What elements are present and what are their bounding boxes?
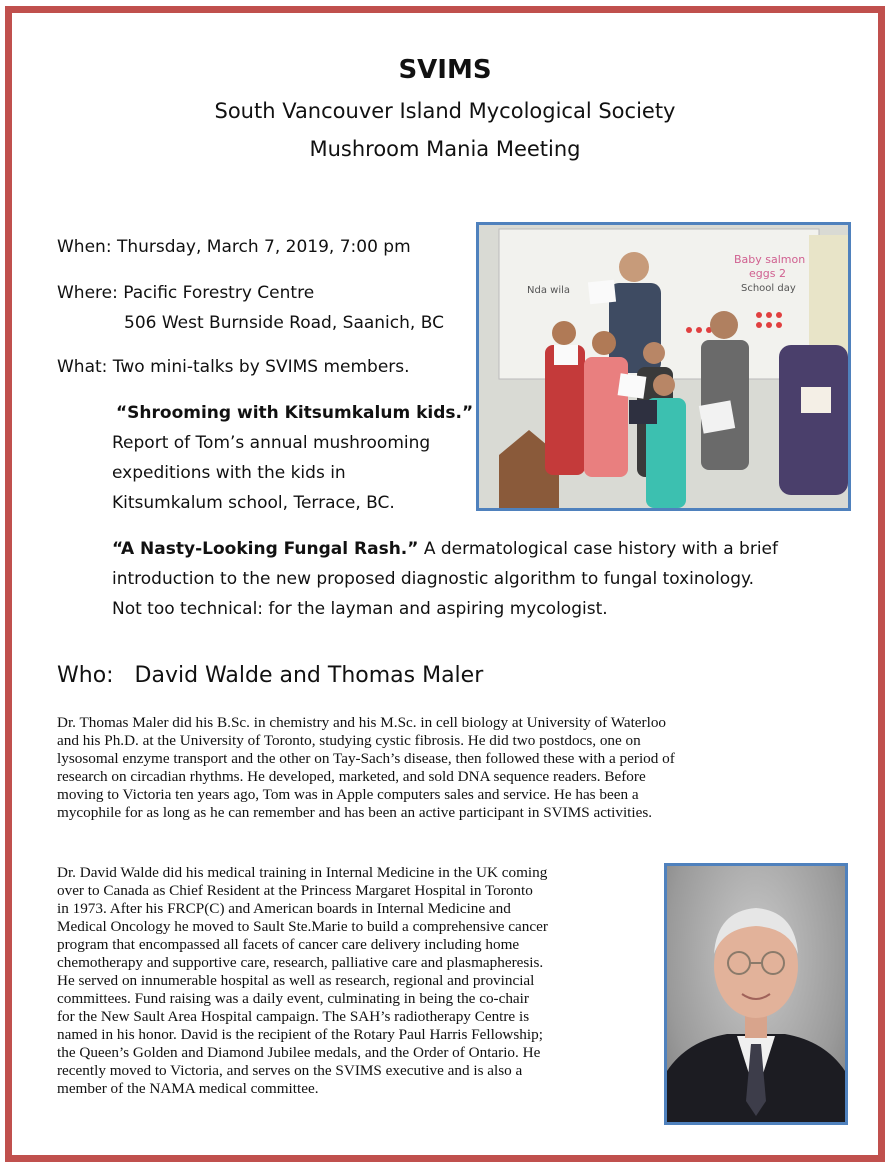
portrait-figure	[667, 866, 845, 1122]
walde-bio-line: Dr. David Walde did his medical training in Internal Medicine in the UK coming	[57, 864, 548, 881]
where-line: Where: Pacific Forestry Centre	[57, 283, 315, 303]
maler-bio-line: research on circadian rhythms. He developed, marketed, and sold DNA sequence readers. Before	[57, 768, 646, 785]
walde-bio-line: recently moved to Victoria, and serves on the SVIMS executive and is also a	[57, 1062, 523, 1079]
when-line: When: Thursday, March 7, 2019, 7:00 pm	[57, 237, 411, 257]
maler-bio-line: and his Ph.D. at the University of Toronto, studying cystic fibrosis. He did two postdocs, one on	[57, 732, 641, 749]
walde-bio-line: He served on innumerable hospital as well as research, regional and provincial	[57, 972, 535, 989]
walde-bio-line: over to Canada as Chief Resident at the Princess Margaret Hospital in Toronto	[57, 882, 533, 899]
talk2-line1	[112, 539, 778, 559]
walde-bio-line: program that encompassed all facets of cancer care delivery including home	[57, 936, 520, 953]
classroom-scene	[479, 225, 848, 508]
meeting-title: Mushroom Mania Meeting	[309, 137, 581, 161]
walde-bio-line: member of the NAMA medical committee.	[57, 1080, 319, 1097]
speakers-heading: Who: David Walde and Thomas Maler	[57, 663, 484, 688]
board-text-2: eggs 2	[749, 267, 786, 280]
what-line: What: Two mini-talks by SVIMS members.	[57, 357, 410, 377]
address-line: 506 West Burnside Road, Saanich, BC	[124, 313, 444, 333]
talk1-line3: Kitsumkalum school, Terrace, BC.	[112, 493, 395, 513]
maler-bio-line: lysosomal enzyme transport and the other on Tay-Sach’s disease, then followed these with a period of	[57, 750, 675, 767]
walde-bio-line: for the New Sault Area Hospital campaign. The SAH’s radiotherapy Centre is	[57, 1008, 530, 1025]
talk1-line2: expeditions with the kids in	[112, 463, 346, 483]
walde-bio-line: in 1973. After his FRCP(C) and American boards in Internal Medicine and	[57, 900, 511, 917]
talk2-line2: introduction to the new proposed diagnostic algorithm to fungal toxinology.	[112, 569, 755, 589]
talk1-title: “Shrooming with Kitsumkalum kids.”	[116, 403, 474, 423]
walde-bio	[57, 864, 657, 1098]
org-acronym: SVIMS	[398, 55, 492, 85]
talk2-line3: Not too technical: for the layman and aspiring mycologist.	[112, 599, 608, 619]
page-border	[5, 6, 885, 1162]
talk1-line1: Report of Tom’s annual mushrooming	[112, 433, 431, 453]
board-text-3: School day	[741, 283, 796, 294]
talk2-title: “A Nasty-Looking Fungal Rash.”	[112, 539, 419, 559]
org-full-name: South Vancouver Island Mycological Society	[214, 99, 676, 123]
talk2-line1-rest: A dermatological case history with a brief	[418, 539, 778, 559]
walde-bio-line: chemotherapy and supportive care, research, palliative care and plasmapheresis.	[57, 954, 544, 971]
board-text-1: Baby salmon	[734, 253, 806, 266]
walde-bio-line: named in his honor. David is the recipient of the Rotary Paul Harris Fellowship;	[57, 1026, 543, 1043]
maler-bio-line: mycophile for as long as he can remember and has been an active participant in SVIMS activities.	[57, 804, 653, 821]
maler-bio	[57, 714, 837, 822]
walde-portrait	[664, 863, 848, 1125]
maler-bio-line: moving to Victoria ten years ago, Tom was in Apple computers sales and service. He has been a	[57, 786, 639, 803]
board-text-4: Nda wila	[527, 285, 570, 296]
walde-bio-line: committees. Fund raising was a daily event, culminating in being the co-chair	[57, 990, 529, 1007]
kids-class-photo	[476, 222, 851, 511]
walde-bio-line: the Queen’s Golden and Diamond Jubilee medals, and the Order of Ontario. He	[57, 1044, 541, 1061]
walde-bio-line: Medical Oncology he moved to Sault Ste.Marie to build a comprehensive cancer	[57, 918, 548, 935]
maler-bio-line: Dr. Thomas Maler did his B.Sc. in chemistry and his M.Sc. in cell biology at University of Waterloo	[57, 714, 667, 731]
